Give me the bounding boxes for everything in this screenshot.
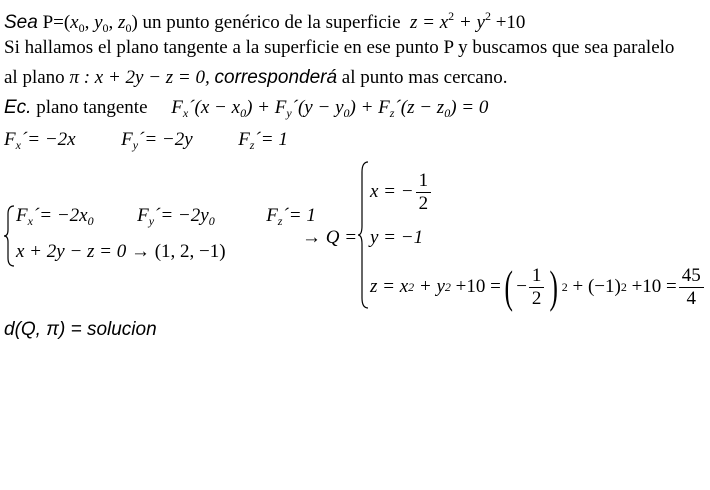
system-fz: $F_z´= 1$ bbox=[266, 205, 316, 228]
partial-fz: $F_z´= 1$ bbox=[238, 129, 288, 152]
point-solution: (1, 2, −1) bbox=[154, 241, 226, 262]
sea-word: Sea bbox=[4, 12, 38, 33]
surface-eq-y: + y bbox=[458, 12, 485, 33]
line-4 bbox=[4, 96, 488, 125]
comma: , bbox=[84, 12, 95, 33]
partial-fy: $F_y´= -2y$ bbox=[121, 129, 193, 152]
ec-abbrev: Ec. bbox=[4, 97, 32, 118]
plane-equation: π : x + 2y − z = 0, bbox=[69, 67, 210, 88]
fraction-inner-half: $\frac{1}{2}$ bbox=[529, 265, 545, 310]
point-p-open: P=( bbox=[42, 12, 71, 33]
exp-2: 2 bbox=[448, 9, 455, 23]
generic-point-text: un punto genérico de la superficie bbox=[142, 12, 401, 33]
partial-fx: $F_x´= -2x$ bbox=[4, 129, 76, 152]
var-z: z bbox=[118, 12, 126, 33]
tangent-plane-equation: $F_x´(x - x_0)$ + $F_y´(y - y_0)$ + $F_z´(z - z_0) = 0$ bbox=[171, 97, 489, 120]
line-5-partials bbox=[4, 128, 288, 157]
tangent-plane-label: plano tangente bbox=[36, 97, 148, 118]
sub-0: 0 bbox=[102, 21, 109, 35]
exp-2: 2 bbox=[484, 9, 491, 23]
arrow-q-equals: → Q = bbox=[302, 227, 358, 248]
sub-0: 0 bbox=[125, 21, 132, 35]
al-plano-text: al plano bbox=[4, 67, 65, 88]
x-lhs: x = − bbox=[370, 180, 414, 202]
surface-eq-tail: +10 bbox=[495, 12, 526, 33]
z-lhs: z = x bbox=[370, 276, 409, 297]
paren-close-large: ) bbox=[549, 261, 559, 312]
paren-close: ) bbox=[131, 12, 138, 33]
sub-0: 0 bbox=[78, 21, 85, 35]
fraction-45-over-4: $\frac{45}{4}$ bbox=[679, 265, 704, 310]
line-1 bbox=[4, 4, 525, 40]
result-x-row bbox=[370, 170, 433, 215]
line-3 bbox=[4, 66, 507, 90]
system-fy: $F_y´= -2y_0$ bbox=[137, 205, 215, 228]
system-fx: $F_x´= -2x_0$ bbox=[16, 205, 94, 228]
result-brace bbox=[356, 160, 370, 310]
result-y-row: y = −1 bbox=[370, 227, 424, 248]
var-y: y bbox=[94, 12, 103, 33]
paren-open-large: ( bbox=[504, 261, 513, 312]
comma: , bbox=[108, 12, 119, 33]
distance-line: d(Q, π) = solucion bbox=[4, 319, 157, 340]
plane-eq-arrow: x + 2y − z = 0 → bbox=[16, 241, 150, 262]
surface-eq-z: z = x bbox=[410, 12, 449, 33]
var-x: x bbox=[70, 12, 79, 33]
system-row-2 bbox=[16, 240, 226, 264]
closest-point-text: al punto mas cercano. bbox=[341, 67, 508, 88]
result-z-row: z = x 2 + y 2 +10 = ( − $\frac{1}{2}$ ) 2 + (−1) 2 +10 = $\frac{45}{4}$ bbox=[370, 258, 706, 316]
system-row-1 bbox=[16, 204, 316, 233]
line-2: Si hallamos el plano tangente a la superficie en ese punto P y buscamos que sea paralelo bbox=[4, 37, 675, 58]
corresponde-word: corresponderá bbox=[214, 67, 338, 88]
fraction-one-half: $\frac{1}{2}$ bbox=[416, 170, 432, 215]
system-brace bbox=[2, 204, 16, 268]
